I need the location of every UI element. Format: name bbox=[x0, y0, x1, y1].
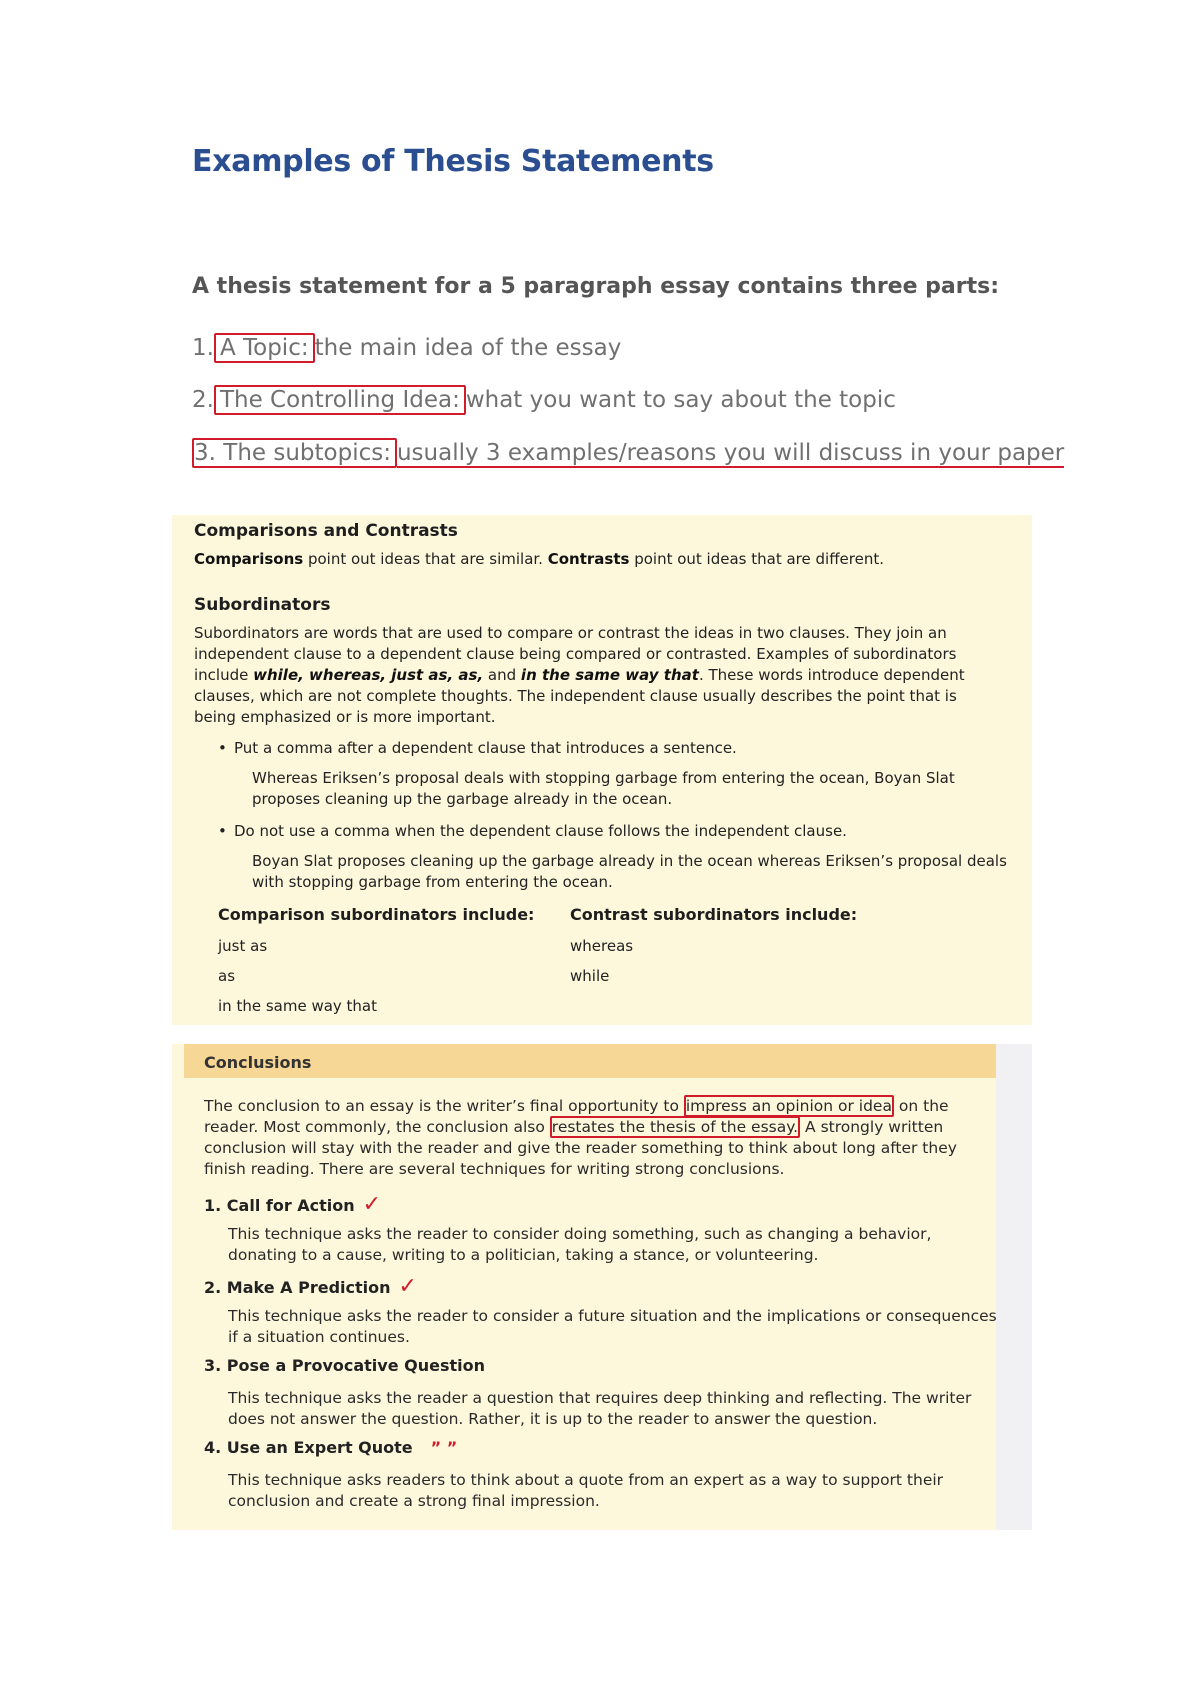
part-description: usually 3 examples/reasons you will discuss in your paper bbox=[396, 440, 1065, 466]
technique-heading: 3. Pose a Provocative Question bbox=[204, 1356, 486, 1375]
technique-body: This technique asks the reader to consider a future situation and the implications or consequences if a situation continues. bbox=[228, 1307, 997, 1346]
thesis-part-topic bbox=[192, 333, 621, 363]
technique-body: This technique asks readers to think about a quote from an expert as a way to support their conclusion and create a strong final impression. bbox=[228, 1471, 944, 1510]
panel-edge bbox=[996, 1044, 1032, 1530]
comparison-column-heading: Comparison subordinators include: bbox=[218, 905, 535, 924]
technique-heading: 4. Use an Expert Quote ” ” bbox=[204, 1438, 458, 1457]
comparisons-heading: Comparisons and Contrasts bbox=[194, 521, 458, 541]
part-number: 1. bbox=[192, 335, 214, 361]
comparisons-line: Comparisons point out ideas that are similar. Contrasts point out ideas that are different. bbox=[194, 550, 884, 568]
rule-example: Boyan Slat proposes cleaning up the garbage already in the ocean whereas Eriksen’s proposal deals with stopping garbage from entering the ocean. bbox=[252, 852, 1007, 891]
bullet-icon: • bbox=[218, 822, 227, 840]
page-title: Examples of Thesis Statements bbox=[192, 144, 714, 179]
quote-mark-icon: ” ” bbox=[430, 1438, 458, 1457]
conclusions-heading: Conclusions bbox=[204, 1053, 312, 1072]
part-term: A Topic: bbox=[214, 333, 315, 363]
part-description: what you want to say about the topic bbox=[465, 387, 896, 413]
rule-example: Whereas Eriksen’s proposal deals with stopping garbage from entering the ocean, Boyan Slat proposes cleaning up the garbage already in the ocean. bbox=[252, 769, 955, 808]
subordinators-paragraph: Subordinators are words that are used to compare or contrast the ideas in two clauses. They join an independent clause to a dependent clause being compared or contrasted. Examples of subordinators include while, whereas, just as, as, and in the same way that. These words introduce dependent clauses, which are not complete thoughts. The independent clause usually describes the point that is being emphasized or is more important. bbox=[194, 624, 965, 726]
rule-bullet: • Do not use a comma when the dependent clause follows the independent clause. bbox=[218, 822, 847, 840]
part-term: The Controlling Idea: bbox=[214, 385, 466, 415]
bullet-icon: • bbox=[218, 739, 227, 757]
annotated-phrase: restates the thesis of the essay. bbox=[551, 1118, 799, 1136]
thesis-intro: A thesis statement for a 5 paragraph essay contains three parts: bbox=[192, 274, 1000, 299]
list-item: whereas bbox=[570, 937, 634, 955]
technique-heading: 2. Make A Prediction ✓ bbox=[204, 1274, 417, 1299]
thesis-part-subtopics bbox=[192, 438, 1064, 468]
contrast-column-heading: Contrast subordinators include: bbox=[570, 905, 858, 924]
subordinators-heading: Subordinators bbox=[194, 595, 331, 615]
part-number: 2. bbox=[192, 387, 214, 413]
part-description: the main idea of the essay bbox=[314, 335, 622, 361]
check-mark-icon: ✓ bbox=[398, 1274, 417, 1299]
conclusions-intro: The conclusion to an essay is the writer’s final opportunity to impress an opinion or idea on the reader. Most commonly, the conclusion also restates the thesis of the essay. A strongly written conclusion will stay with the reader and give the reader something to think about long after they finish reading. There are several techniques for writing strong conclusions. bbox=[204, 1097, 957, 1178]
technique-body: This technique asks the reader a question that requires deep thinking and reflecting. The writer does not answer the question. Rather, it is up to the reader to answer the question. bbox=[228, 1389, 972, 1428]
list-item: as bbox=[218, 967, 236, 985]
comparisons-panel bbox=[172, 515, 1032, 1025]
list-item: in the same way that bbox=[218, 997, 378, 1015]
rule-bullet: • Put a comma after a dependent clause that introduces a sentence. bbox=[218, 739, 737, 757]
list-item: while bbox=[570, 967, 610, 985]
check-mark-icon: ✓ bbox=[362, 1192, 382, 1217]
thesis-part-controlling-idea bbox=[192, 385, 896, 415]
part-number: 3. bbox=[194, 440, 216, 466]
annotated-phrase: impress an opinion or idea bbox=[685, 1097, 892, 1115]
technique-body: This technique asks the reader to consider doing something, such as changing a behavior, donating to a cause, writing to a politician, taking a stance, or volunteering. bbox=[228, 1225, 932, 1264]
list-item: just as bbox=[218, 937, 268, 955]
part-term: 3. The subtopics: bbox=[192, 438, 397, 468]
conclusions-header-bar bbox=[184, 1044, 996, 1078]
technique-heading: 1. Call for Action ✓ bbox=[204, 1192, 382, 1217]
conclusions-panel bbox=[172, 1044, 1032, 1530]
